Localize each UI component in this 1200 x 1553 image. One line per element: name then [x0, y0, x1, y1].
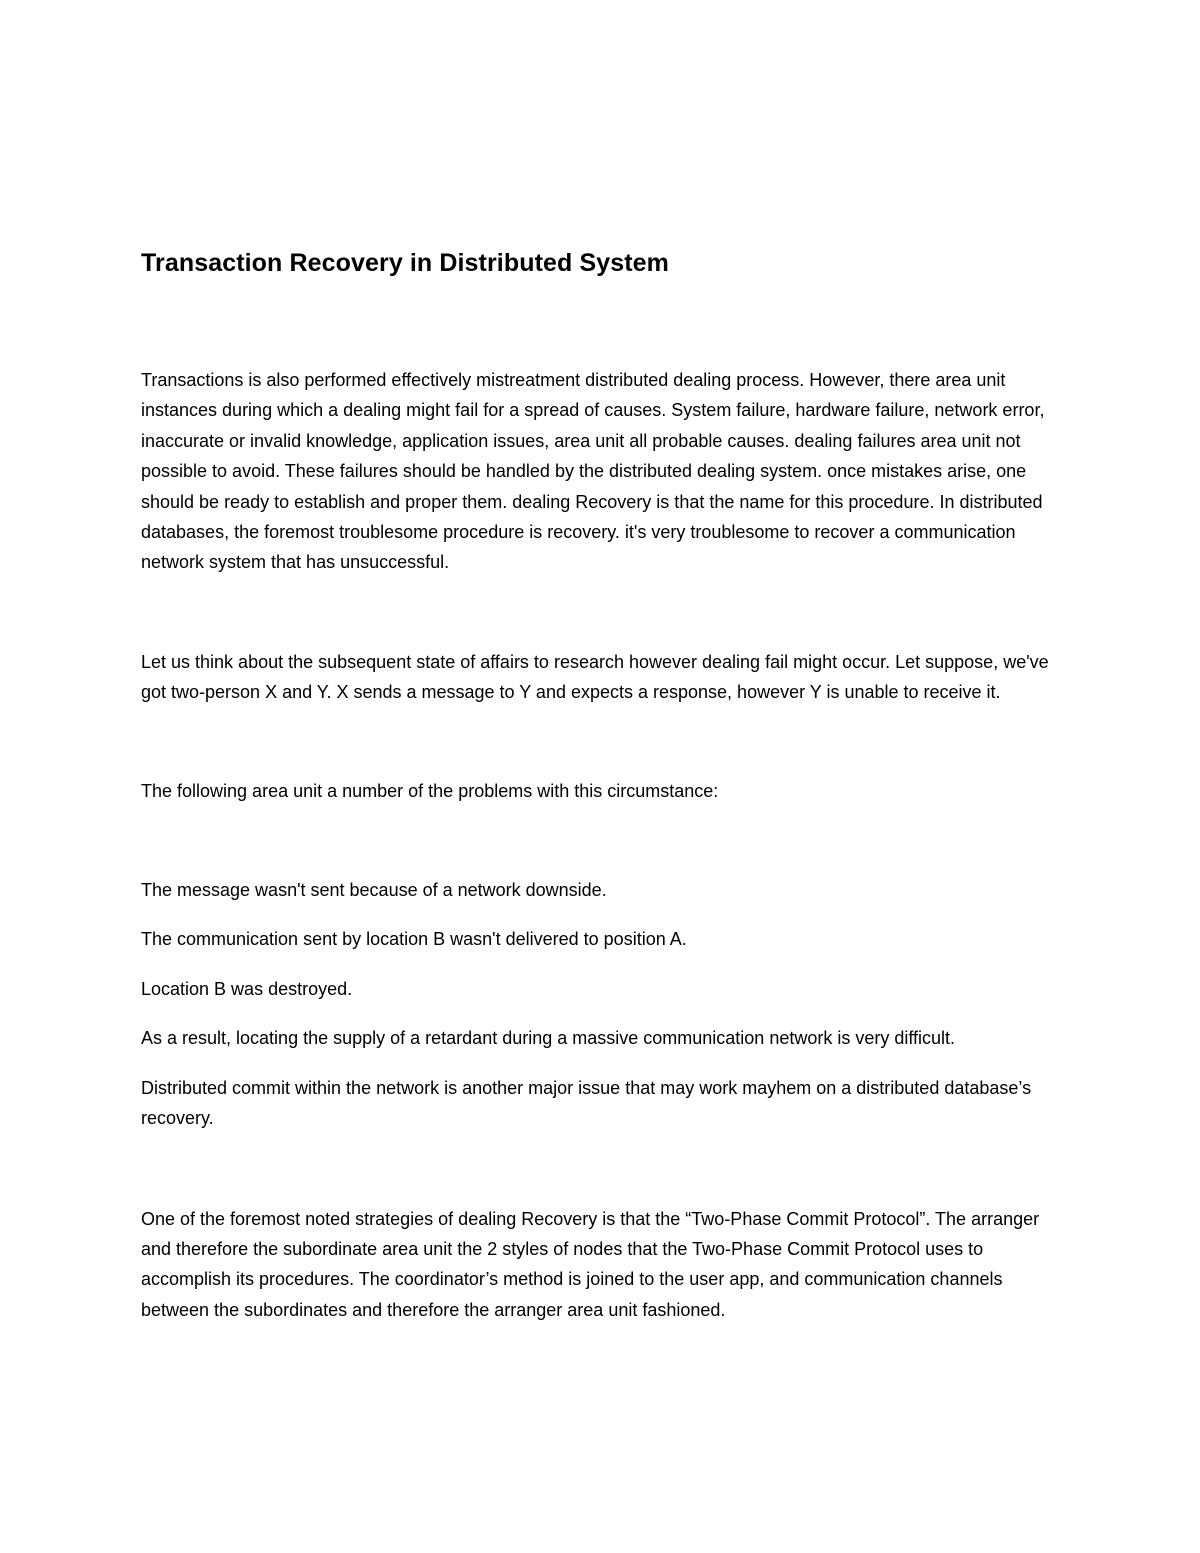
- problem-item: As a result, locating the supply of a retardant during a massive communication network is very difficult.: [141, 1028, 956, 1049]
- document-body: [141, 246, 1061, 1325]
- paragraph-scenario: Let us think about the subsequent state of affairs to research however dealing fail might occur. Let suppose, we've got two-person X and Y. X sends a message to Y and expects a response, however Y is unable to receive it.: [141, 651, 1049, 703]
- paragraph-intro: Transactions is also performed effectively mistreatment distributed dealing process. However, there area unit instances during which a dealing might fail for a spread of causes. System failure, hardware failure, network error, inaccurate or invalid knowledge, application issues, area unit all probable causes. dealing failures area unit not possible to avoid. These failures should be handled by the distributed dealing system. once mistakes arise, one should be ready to establish and proper them. dealing Recovery is that the name for this procedure. In distributed databases, the foremost troublesome procedure is recovery. it's very troublesome to recover a communication network system that has unsuccessful.: [141, 370, 1045, 573]
- problem-item: Location B was destroyed.: [141, 978, 353, 999]
- paragraph-two-phase-commit: One of the foremost noted strategies of dealing Recovery is that the “Two-Phase Commit Protocol”. The arranger and therefore the subordinate area unit the 2 styles of nodes that the Two-Phase Commit Protocol uses to accomplish its procedures. The coordinator’s method is joined to the user app, and communication channels between the subordinates and therefore the arranger area unit fashioned.: [141, 1208, 1040, 1320]
- problem-item: Distributed commit within the network is another major issue that may work mayhem on a distributed database’s recovery.: [141, 1077, 1032, 1129]
- problem-item: The message wasn't sent because of a network downside.: [141, 880, 607, 901]
- document-title: Transaction Recovery in Distributed System: [141, 249, 669, 277]
- problem-item: The communication sent by location B wasn't delivered to position A.: [141, 929, 687, 950]
- paragraph-problems-intro: The following area unit a number of the problems with this circumstance:: [141, 780, 719, 801]
